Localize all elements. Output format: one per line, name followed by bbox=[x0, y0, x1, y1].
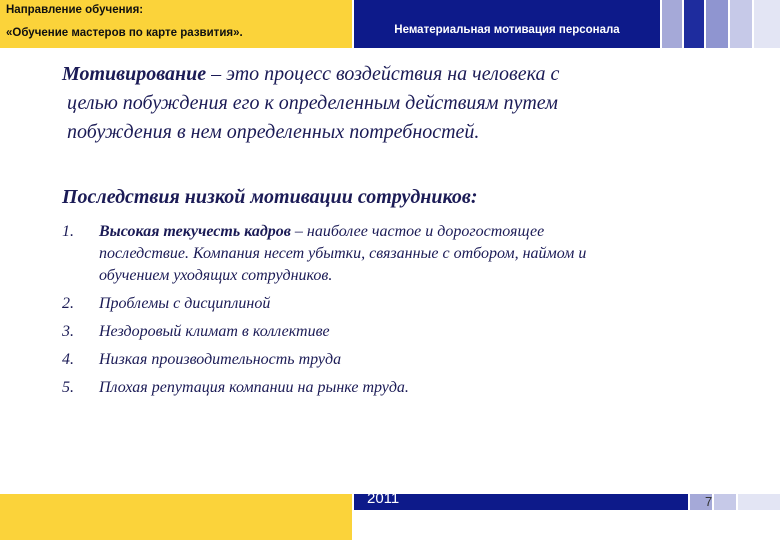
list-item-number: 5. bbox=[62, 379, 74, 396]
consequences-list bbox=[62, 221, 722, 405]
consequences-heading: Последствия низкой мотивации сотрудников: bbox=[62, 186, 478, 208]
list-item bbox=[62, 349, 722, 371]
decor-square bbox=[730, 0, 752, 48]
definition-block bbox=[62, 60, 762, 147]
list-item bbox=[62, 377, 722, 399]
decor-square bbox=[706, 0, 728, 48]
decor-square bbox=[754, 0, 780, 48]
list-item-text: Низкая производительность труда bbox=[99, 351, 342, 368]
footer-year: 2011 bbox=[367, 490, 400, 507]
list-item-text: – наиболее частое и дорогостоящее bbox=[290, 223, 545, 240]
definition-line-2: целью побуждения его к определенным действиям путем bbox=[67, 92, 558, 114]
definition-line-1 bbox=[62, 60, 762, 89]
list-item-number: 3. bbox=[62, 323, 74, 340]
decor-square bbox=[684, 0, 704, 48]
decor-square bbox=[738, 494, 780, 510]
header-topic-panel bbox=[354, 0, 660, 48]
program-title: «Обучение мастеров по карте развития». bbox=[6, 27, 243, 39]
definition-line-3: побуждения в нем определенных потребностей. bbox=[67, 121, 480, 143]
header-program-panel bbox=[0, 0, 352, 48]
direction-label: Направление обучения: bbox=[6, 4, 144, 16]
footer-navy-bar bbox=[354, 494, 688, 510]
list-item bbox=[62, 321, 722, 343]
topic-title: Нематериальная мотивация персонала bbox=[394, 24, 620, 36]
list-item-text: Нездоровый климат в коллективе bbox=[99, 323, 330, 340]
list-item bbox=[62, 221, 722, 287]
list-item-text: обучением уходящих сотрудников. bbox=[99, 267, 333, 284]
list-item-text: Плохая репутация компании на рынке труда. bbox=[99, 379, 409, 396]
decor-square bbox=[662, 0, 682, 48]
definition-text: – это процесс воздействия на человека с bbox=[206, 63, 560, 85]
list-item-text: Проблемы с дисциплиной bbox=[99, 295, 271, 312]
list-item bbox=[62, 293, 722, 315]
footer-yellow-panel bbox=[0, 494, 352, 540]
definition-term: Мотивирование bbox=[62, 63, 207, 85]
decor-square bbox=[714, 494, 736, 510]
page-number: 7 bbox=[705, 494, 713, 509]
list-item-number: 4. bbox=[62, 351, 74, 368]
list-item-text: последствие. Компания несет убытки, связанные с отбором, наймом и bbox=[99, 245, 587, 262]
list-item-number: 1. bbox=[62, 223, 74, 240]
list-item-strong: Высокая текучесть кадров bbox=[99, 223, 291, 240]
list-item-number: 2. bbox=[62, 295, 74, 312]
